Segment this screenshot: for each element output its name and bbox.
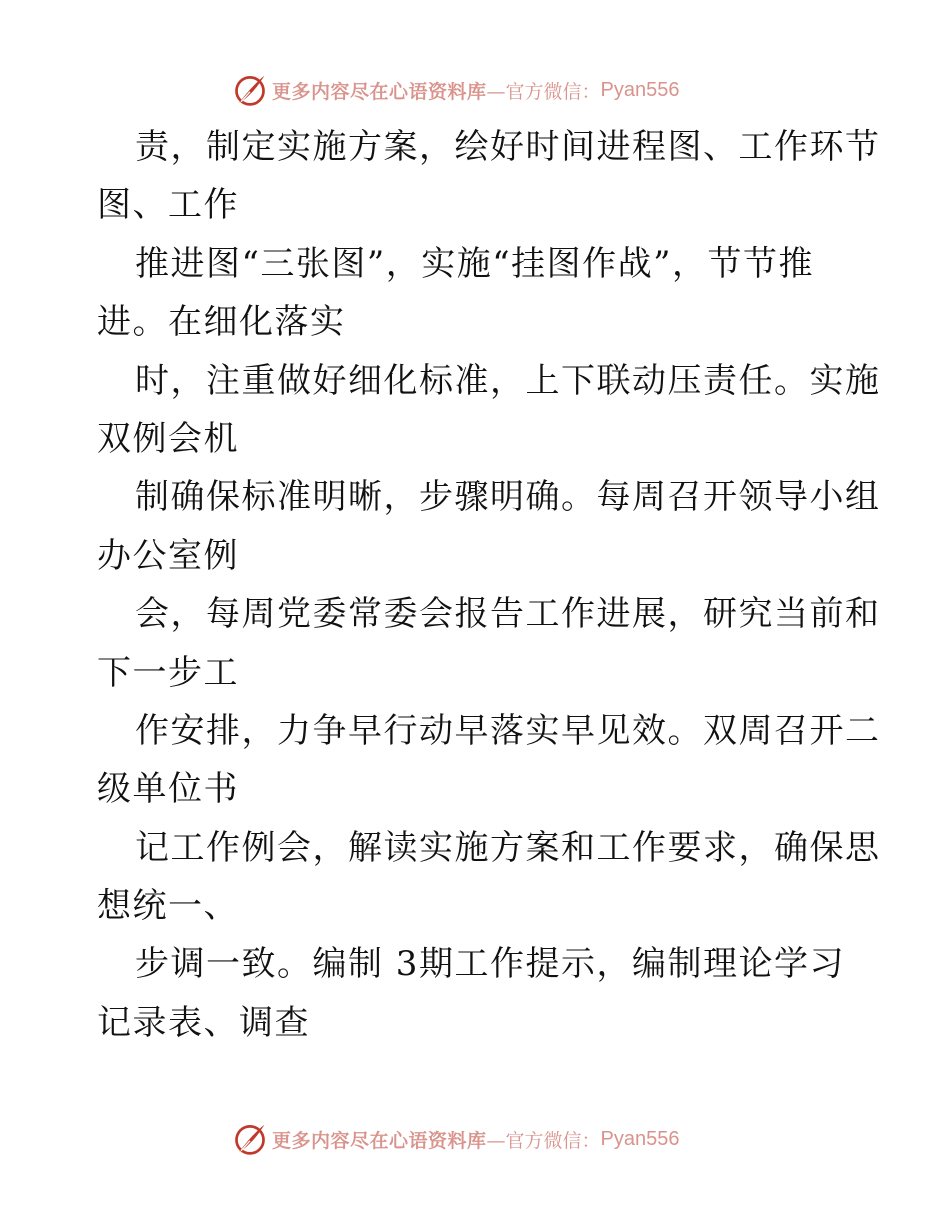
banner-official-label: —官方微信： — [486, 80, 601, 103]
body-line: 办公室例 — [97, 535, 239, 576]
body-line: 时，注重做好细化标准，上下联动压责任。实施 — [135, 360, 881, 401]
body-line: 级单位书 — [97, 769, 239, 810]
body-line: 作安排，力争早行动早落实早见效。双周召开二 — [135, 710, 881, 751]
body-line: 记工作例会，解读实施方案和工作要求，确保思 — [135, 827, 881, 868]
body-line: 图、工作 — [97, 185, 239, 226]
banner-wechat-id: Pyan556 — [600, 1127, 680, 1150]
document-body — [97, 118, 881, 1052]
footer-banner — [232, 1121, 680, 1157]
banner-site-text: 更多内容尽在心语资料库 — [272, 80, 487, 103]
quill-pen-circle-icon — [232, 72, 268, 108]
quill-pen-circle-icon — [232, 1121, 268, 1157]
body-line: 步调一致。编制 3期工作提示，编制理论学习 — [135, 944, 845, 985]
body-line: 推进图“三张图”，实施“挂图作战”，节节推 — [135, 243, 815, 284]
body-line: 会，每周党委常委会报告工作进展，研究当前和 — [135, 594, 881, 635]
banner-official-label: —官方微信： — [486, 1129, 601, 1152]
body-line: 下一步工 — [97, 652, 239, 693]
body-line: 进。在细化落实 — [97, 302, 346, 343]
body-line: 想统一、 — [97, 886, 239, 927]
body-line: 责，制定实施方案，绘好时间进程图、工作环节 — [135, 127, 881, 167]
body-line: 记录表、调查 — [97, 1002, 310, 1043]
body-line: 制确保标准明晰，步骤明确。每周召开领导小组 — [135, 477, 881, 518]
banner-wechat-id: Pyan556 — [600, 78, 680, 101]
body-line: 双例会机 — [97, 418, 239, 459]
banner-site-text: 更多内容尽在心语资料库 — [272, 1129, 487, 1152]
header-banner — [232, 72, 680, 108]
